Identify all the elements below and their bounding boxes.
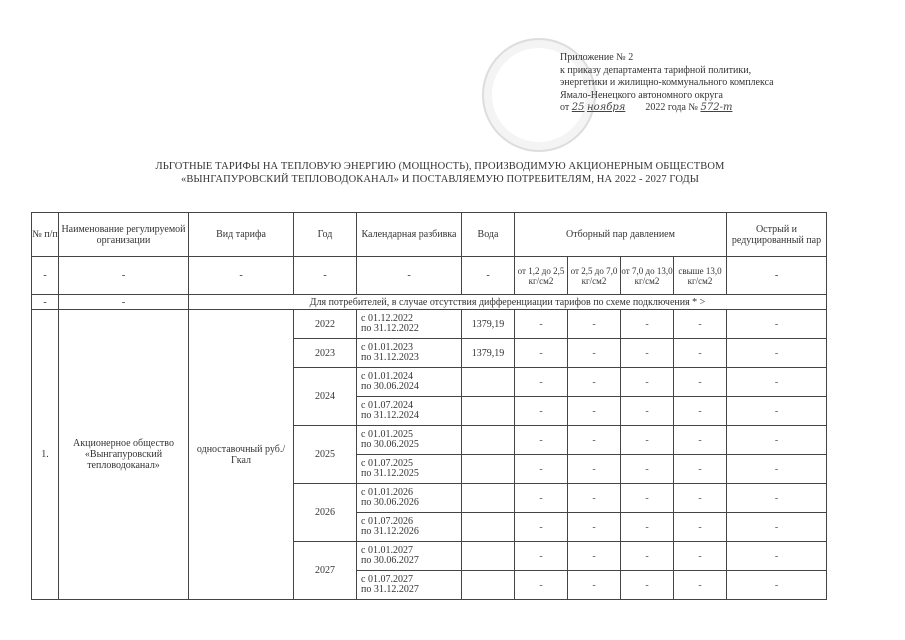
dash-cell: - (674, 339, 727, 368)
dash-cell: - (568, 571, 621, 600)
dash-cell: - (621, 455, 674, 484)
water-value-cell (462, 455, 515, 484)
appendix-date-line (560, 102, 860, 115)
dash-cell: - (621, 426, 674, 455)
dash-cell: - (568, 368, 621, 397)
dash-cell: - (727, 484, 827, 513)
dash-cell: - (674, 368, 727, 397)
water-value-cell (462, 513, 515, 542)
appendix-line: Приложение № 2 (560, 52, 634, 63)
dash-cell: - (568, 513, 621, 542)
header-period: Календарная разбивка (357, 213, 462, 257)
dash-cell: - (515, 310, 568, 339)
dash-cell: - (515, 368, 568, 397)
period-to: по 31.12.2024 (361, 410, 419, 421)
water-value-cell (462, 542, 515, 571)
dash-cell: - (727, 368, 827, 397)
date-prefix: от (560, 102, 570, 113)
period-from: с 01.01.2025 (361, 428, 413, 440)
dash-cell: - (727, 571, 827, 600)
dash-cell: - (674, 542, 727, 571)
period-cell (357, 542, 462, 571)
year-cell: 2025 (294, 426, 357, 484)
header-tariff-type: Вид тарифа (189, 213, 294, 257)
period-to: по 31.12.2023 (361, 352, 419, 363)
dash-cell: - (621, 397, 674, 426)
index-cell: - (32, 295, 59, 310)
dash-cell: - (674, 310, 727, 339)
dash-cell: - (568, 426, 621, 455)
dash-cell: - (568, 455, 621, 484)
header-year: Год (294, 213, 357, 257)
appendix-block (560, 52, 860, 115)
dash-cell: - (674, 455, 727, 484)
period-cell (357, 513, 462, 542)
index-cell: - (727, 257, 827, 295)
table-row (32, 310, 827, 339)
period-from: с 01.01.2027 (361, 544, 413, 556)
year-cell: 2022 (294, 310, 357, 339)
period-to: по 30.06.2027 (361, 555, 419, 566)
dash-cell: - (727, 455, 827, 484)
dash-cell: - (621, 513, 674, 542)
dash-cell: - (621, 368, 674, 397)
dash-cell: - (727, 542, 827, 571)
tariff-type-cell: одноставочный руб./Гкал (189, 310, 294, 600)
date-year: 2022 года № (645, 102, 698, 113)
appendix-line: энергетики и жилищно-коммунального комплекса (560, 77, 774, 88)
index-cell: - (59, 257, 189, 295)
dash-cell: - (621, 339, 674, 368)
index-cell: - (59, 295, 189, 310)
dash-cell: - (568, 310, 621, 339)
row-number-cell: 1. (32, 310, 59, 600)
water-value-cell: 1379,19 (462, 339, 515, 368)
water-value-cell (462, 571, 515, 600)
period-from: с 01.07.2027 (361, 573, 413, 585)
dash-cell: - (515, 426, 568, 455)
index-cell: - (357, 257, 462, 295)
index-cell: - (462, 257, 515, 295)
tariff-table (31, 212, 827, 600)
water-value-cell: 1379,19 (462, 310, 515, 339)
period-to: по 30.06.2026 (361, 497, 419, 508)
dash-cell: - (568, 542, 621, 571)
dash-cell: - (727, 339, 827, 368)
dash-cell: - (621, 542, 674, 571)
header-sharp-steam: Острый и редуцированный пар (727, 213, 827, 257)
dash-cell: - (727, 426, 827, 455)
dash-cell: - (674, 426, 727, 455)
steam-subheader: от 2,5 до 7,0 кг/см2 (568, 257, 621, 295)
dash-cell: - (674, 513, 727, 542)
index-cell: - (189, 257, 294, 295)
index-cell: - (294, 257, 357, 295)
section-note: Для потребителей, в случае отсутствия дифференциации тарифов по схеме подключения * > (189, 295, 827, 310)
period-cell (357, 368, 462, 397)
water-value-cell (462, 426, 515, 455)
period-from: с 01.07.2024 (361, 399, 413, 411)
dash-cell: - (568, 397, 621, 426)
period-cell (357, 310, 462, 339)
dash-cell: - (674, 397, 727, 426)
period-cell (357, 426, 462, 455)
dash-cell: - (621, 310, 674, 339)
title-line: «ВЫНГАПУРОВСКИЙ ТЕПЛОВОДОКАНАЛ» И ПОСТАВЛЯЕМУЮ ПОТРЕБИТЕЛЯМ, НА 2022 - 2027 ГОДЫ (180, 174, 700, 185)
dash-cell: - (621, 571, 674, 600)
dash-cell: - (515, 513, 568, 542)
dash-cell: - (674, 484, 727, 513)
year-cell: 2023 (294, 339, 357, 368)
dash-cell: - (568, 339, 621, 368)
dash-cell: - (727, 310, 827, 339)
dash-cell: - (515, 397, 568, 426)
period-to: по 31.12.2027 (361, 584, 419, 595)
period-cell (357, 397, 462, 426)
period-to: по 30.06.2025 (361, 439, 419, 450)
appendix-line: к приказу департамента тарифной политики, (560, 64, 752, 76)
year-cell: 2024 (294, 368, 357, 426)
steam-subheader: от 7,0 до 13,0 кг/см2 (621, 257, 674, 295)
water-value-cell (462, 397, 515, 426)
period-cell (357, 484, 462, 513)
period-from: с 01.01.2023 (361, 341, 413, 353)
dash-cell: - (515, 339, 568, 368)
order-number: 572-т (700, 102, 733, 113)
period-cell (357, 571, 462, 600)
year-cell: 2026 (294, 484, 357, 542)
period-cell (357, 455, 462, 484)
period-to: по 31.12.2025 (361, 468, 419, 479)
period-from: с 01.07.2026 (361, 515, 413, 527)
period-to: по 31.12.2022 (361, 323, 419, 334)
dash-cell: - (621, 484, 674, 513)
steam-subheader: от 1,2 до 2,5 кг/см2 (515, 257, 568, 295)
title-line: ЛЬГОТНЫЕ ТАРИФЫ НА ТЕПЛОВУЮ ЭНЕРГИЮ (МОЩНОСТЬ), ПРОИЗВОДИМУЮ АКЦИОНЕРНЫМ ОБЩЕСТВОМ (155, 161, 725, 172)
year-cell: 2027 (294, 542, 357, 600)
document-title (40, 160, 840, 186)
steam-subheader: свыше 13,0 кг/см2 (674, 257, 727, 295)
appendix-line: Ямало-Ненецкого автономного округа (560, 89, 723, 101)
date-month: ноября (586, 102, 626, 113)
dash-cell: - (727, 513, 827, 542)
header-water: Вода (462, 213, 515, 257)
dash-cell: - (515, 455, 568, 484)
dash-cell: - (515, 484, 568, 513)
water-value-cell (462, 368, 515, 397)
dash-cell: - (674, 571, 727, 600)
header-num: № п/п (32, 213, 59, 257)
period-from: с 01.01.2026 (361, 486, 413, 498)
org-name-cell: Акционерное общество «Вынгапуровский тепловодоканал» (59, 310, 189, 600)
period-to: по 31.12.2026 (361, 526, 419, 537)
header-org: Наименование регулируемой организации (59, 213, 189, 257)
period-cell (357, 339, 462, 368)
index-cell: - (32, 257, 59, 295)
date-day: 25 (571, 102, 585, 113)
dash-cell: - (568, 484, 621, 513)
dash-cell: - (515, 571, 568, 600)
water-value-cell (462, 484, 515, 513)
period-from: с 01.01.2024 (361, 370, 413, 382)
header-steam: Отборный пар давлением (515, 213, 727, 257)
period-from: с 01.07.2025 (361, 457, 413, 469)
period-from: с 01.12.2022 (361, 312, 413, 324)
dash-cell: - (727, 397, 827, 426)
dash-cell: - (515, 542, 568, 571)
period-to: по 30.06.2024 (361, 381, 419, 392)
